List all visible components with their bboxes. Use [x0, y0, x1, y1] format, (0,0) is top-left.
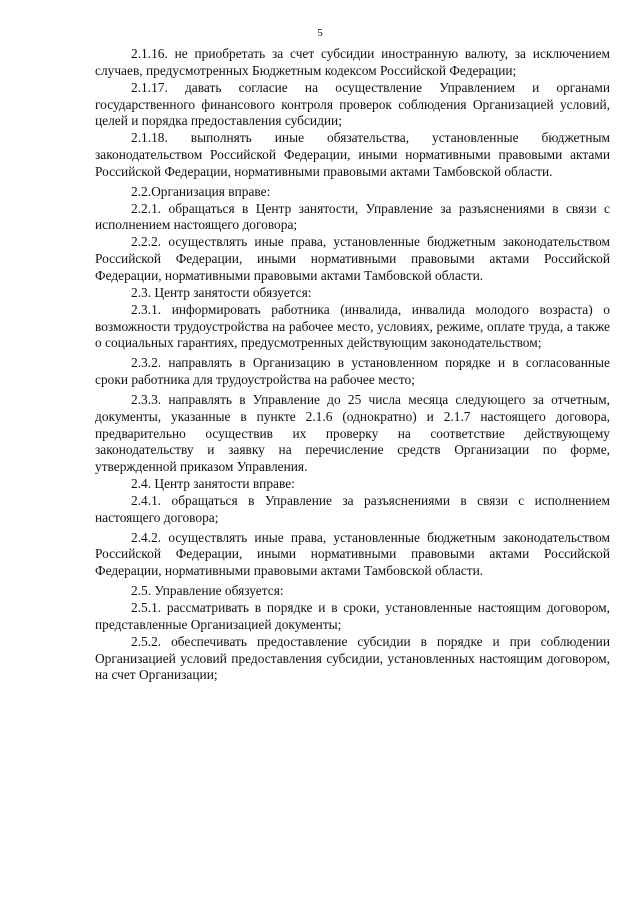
- paragraph: 2.3.3. направлять в Управление до 25 числа месяца следующего за отчетным, документы, указанные в пункте 2.1.6 (однократно) и 2.1.7 настоящего договора, предварительно осуществив их проверку на соответствие действующему законодательству и заявку на перечисление средств Организации по форме, утвержденной приказом Управления.: [95, 391, 610, 475]
- paragraph: 2.4.2. осуществлять иные права, установленные бюджетным законодательством Российской Федерации, иными нормативными правовыми актами Российской Федерации, нормативными правовыми актами Тамбовской области.: [95, 529, 610, 579]
- paragraph: 2.1.16. не приобретать за счет субсидии иностранную валюту, за исключением случаев, предусмотренных Бюджетным кодексом Российской Федерации;: [95, 46, 610, 78]
- paragraph: 2.3.2. направлять в Организацию в установленном порядке и в согласованные сроки работника для трудоустройства на рабочее место;: [95, 355, 610, 388]
- paragraph: 2.5.1. рассматривать в порядке и в сроки, установленные настоящим договором, представленные Организацией документы;: [95, 600, 610, 632]
- paragraph: 2.4.1. обращаться в Управление за разъяснениями в связи с исполнением настоящего договора;: [95, 492, 610, 525]
- paragraph: 2.2.Организация вправе:: [131, 183, 271, 199]
- paragraph: 2.4. Центр занятости вправе:: [131, 476, 295, 492]
- document-body: [95, 46, 610, 684]
- paragraph: 2.3.1. информировать работника (инвалида, инвалида молодого возраста) о возможности трудоустройства на рабочее место, условиях, режиме, оплате труда, а также о социальных гарантиях, предусмотренных действующим законодательством;: [95, 301, 610, 351]
- paragraph: 2.5. Управление обязуется:: [131, 583, 284, 599]
- paragraph: 2.1.18. выполнять иные обязательства, установленные бюджетным законодательством Российской Федерации, иными нормативными правовыми актами Российской Федерации, нормативными правовыми актами Тамбовской области.: [95, 130, 610, 179]
- paragraph: 2.5.2. обеспечивать предоставление субсидии в порядке и при соблюдении Организацией условий предоставления субсидии, установленных настоящим договором, на счет Организации;: [95, 633, 610, 683]
- paragraph: 2.2.1. обращаться в Центр занятости, Управление за разъяснениями в связи с исполнением настоящего договора;: [95, 200, 610, 233]
- page-number: 5: [317, 27, 323, 39]
- paragraph: 2.3. Центр занятости обязуется:: [131, 284, 312, 300]
- paragraph: 2.1.17. давать согласие на осуществление Управлением и органами государственного финансового контроля проверок соблюдения Организацией условий, целей и порядка предоставления субсидии;: [95, 79, 610, 129]
- paragraph: 2.2.2. осуществлять иные права, установленные бюджетным законодательством Российской Федерации, иными нормативными правовыми актами Российской Федерации, нормативными правовыми актами Тамбовской области.: [95, 234, 610, 283]
